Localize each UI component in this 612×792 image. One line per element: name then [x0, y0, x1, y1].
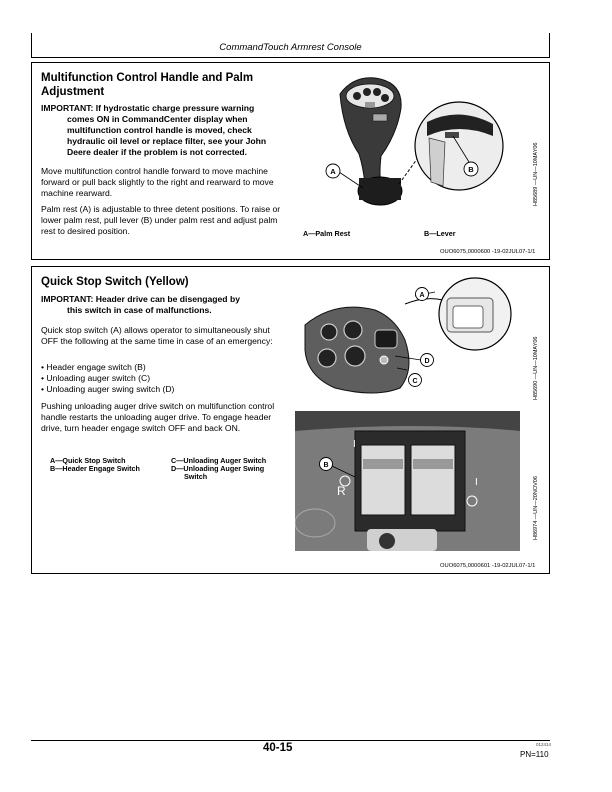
section1-legend-b: B—Lever [424, 229, 456, 238]
running-header-title: CommandTouch Armrest Console [219, 42, 362, 53]
figure2-id: H85690 —UN—10MAY06 [533, 336, 539, 400]
section1-important [41, 103, 291, 158]
section2-title: Quick Stop Switch (Yellow) [41, 276, 189, 288]
callout-d-label: D [424, 358, 430, 365]
page-number: 40-15 [263, 742, 293, 754]
section2-legend-d: D—Unloading Auger Swing [171, 464, 265, 473]
section2-important-lead: IMPORTANT: Header drive can be disengaged by [41, 294, 240, 304]
rocker-switch-photo [295, 411, 520, 551]
section2-legend-b: B—Header Engage Switch [50, 464, 140, 473]
section1-important-rest: comes ON in CommandCenter display when multifunction control handle is moved, check hydraulic oil level or replace filter, see your John Deere dealer if the problem is not corrected. [67, 114, 267, 157]
quick-stop-illustration [295, 270, 520, 408]
section2-reference: OUO6075,0000601 -19-02JUL07-1/1 [440, 563, 536, 569]
section2-para2: Pushing unloading auger drive switch on multifunction control handle restarts the unloading auger drive. To engage header drive, turn header engage switch OFF and back ON. [41, 401, 275, 433]
list-item: • Unloading auger switch (C) [41, 373, 281, 384]
section2-legend-c: C—Unloading Auger Switch [171, 456, 267, 465]
affected-switch-list [41, 362, 281, 395]
callout-c-label: C [412, 378, 418, 385]
callout-a-label: A [330, 167, 336, 176]
section1-para2: Palm rest (A) is adjustable to three detent positions. To raise or lower palm rest, pull lever (B) under palm rest and adjust palm rest to desired position. [41, 204, 281, 236]
list-item: • Header engage switch (B) [41, 362, 281, 373]
list-item: • Unloading auger swing switch (D) [41, 384, 281, 395]
switch-reverse-label: R [337, 484, 346, 498]
section1-para1: Move multifunction control handle forward to move machine forward or pull back slightly to the right and rearward to move machine rearward. [41, 166, 274, 198]
section2-para1: Quick stop switch (A) allows operator to simultaneously shut OFF the following at the same time in case of an emergency: [41, 325, 273, 346]
section1-reference: OUO6075,0000600 -19-02JUL07-1/1 [440, 249, 536, 255]
switch-on-label: I [353, 439, 356, 450]
figure1-id: H85689 —UN—10MAY06 [533, 142, 539, 206]
section2-important [41, 294, 291, 316]
pn-number: PN=110 [520, 750, 549, 759]
footer-rule [31, 740, 550, 741]
callout-a-label: A [419, 292, 425, 299]
callout-b-label: B [323, 462, 329, 469]
callout-b-label: B [468, 165, 474, 174]
switch-on-label-right: I [475, 477, 478, 488]
section2-legend-a: A—Quick Stop Switch [50, 456, 126, 465]
footer-code: 012414 [536, 742, 552, 747]
section1-title: Multifunction Control Handle and Palm Adjustment [41, 72, 254, 98]
section1-important-lead: IMPORTANT: If hydrostatic charge pressure warning [41, 103, 255, 113]
section2-important-rest: this switch in case of malfunctions. [67, 305, 212, 315]
control-handle-illustration [295, 66, 540, 226]
section1-legend-a: A—Palm Rest [303, 229, 351, 238]
section2-legend-d-cont: Switch [184, 472, 208, 481]
figure3-id: H86974 —UN—20NOV06 [533, 476, 539, 540]
